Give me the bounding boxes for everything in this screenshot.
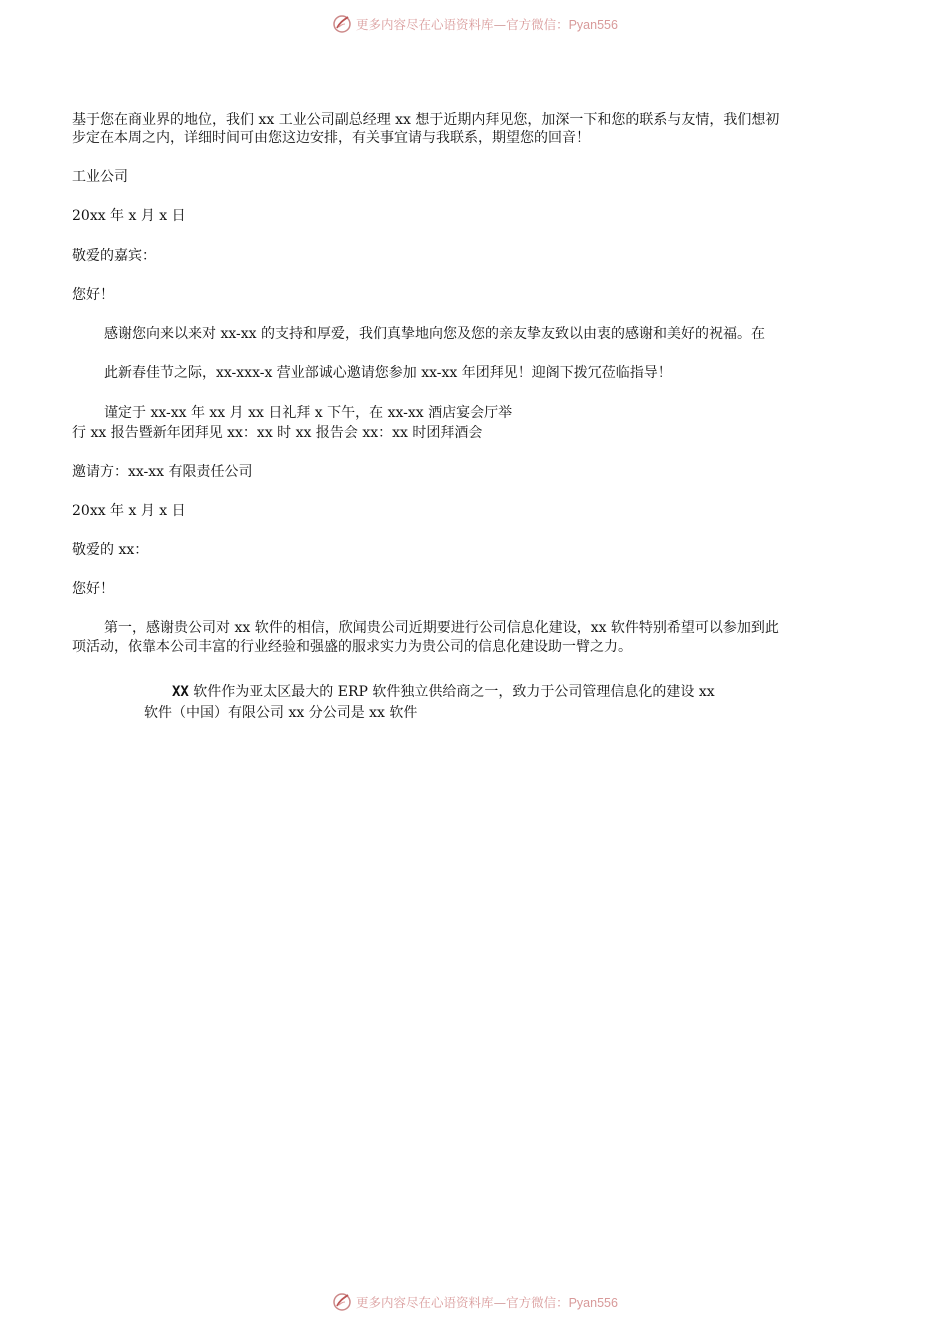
salutation-2: 敬爱的 xx：: [72, 542, 149, 558]
watermark-library-text: 更多内容尽在心语资料库: [356, 1295, 494, 1310]
quill-swirl-logo-icon: [332, 1292, 352, 1312]
footer-watermark: [0, 1290, 950, 1314]
paragraph-5-line-1: 第一，感谢贵公司对 xx 软件的相信，欣闻贵公司近期要进行公司信息化建设，xx 软件特别希望可以参加到此: [104, 620, 779, 636]
paragraph-2: 感谢您向来以来对 xx-xx 的支持和厚爱，我们真挚地向您及您的亲友挚友致以由衷的感谢和美好的祝福。在: [104, 326, 765, 342]
paragraph-6-line-1-text: 软件作为亚太区最大的 ERP 软件独立供给商之一，致力于公司管理信息化的建设 xx: [188, 684, 715, 700]
watermark-library-text: 更多内容尽在心语资料库: [356, 17, 494, 32]
inviter-line: 邀请方：xx-xx 有限责任公司: [72, 464, 253, 480]
watermark-wechat-id: Pyan556: [568, 1296, 618, 1310]
watermark-text: [356, 15, 618, 33]
greeting-2: 您好！: [72, 581, 114, 597]
paragraph-6-line-1: [172, 682, 715, 702]
salutation-1: 敬爱的嘉宾：: [72, 248, 156, 264]
greeting-1: 您好！: [72, 287, 114, 303]
paragraph-6-line-2: 软件（中国）有限公司 xx 分公司是 xx 软件: [144, 705, 418, 721]
watermark-wechat-id: Pyan556: [568, 18, 618, 32]
watermark-separator: —: [493, 17, 507, 32]
paragraph-3: 此新春佳节之际，xx-xxx-x 营业部诚心邀请您参加 xx-xx 年团拜见！迎阁下拨冗莅临指导！: [104, 365, 672, 381]
paragraph-6-bold-xx: XX: [172, 684, 189, 700]
watermark-text: [356, 1293, 618, 1311]
paragraph-1-line-1: 基于您在商业界的地位，我们 xx 工业公司副总经理 xx 想于近期内拜见您，加深一下和您的联系与友情，我们想初: [72, 112, 780, 128]
paragraph-4-line-2: 行 xx 报告暨新年团拜见 xx：xx 时 xx 报告会 xx：xx 时团拜酒会: [72, 425, 483, 441]
watermark-wechat-label: 官方微信：: [506, 17, 569, 32]
signature-company-1: 工业公司: [72, 169, 128, 185]
paragraph-4-line-1: 谨定于 xx-xx 年 xx 月 xx 日礼拜 x 下午，在 xx-xx 酒店宴会厅举: [104, 405, 513, 421]
date-2: 20xx 年 x 月 x 日: [72, 503, 186, 519]
date-1: 20xx 年 x 月 x 日: [72, 208, 186, 224]
quill-swirl-logo-icon: [332, 14, 352, 34]
paragraph-1-line-2: 步定在本周之内，详细时间可由您这边安排，有关事宜请与我联系，期望您的回音！: [72, 130, 590, 146]
header-watermark: [0, 12, 950, 36]
watermark-separator: —: [493, 1295, 507, 1310]
paragraph-5-line-2: 项活动，依靠本公司丰富的行业经验和强盛的服求实力为贵公司的信息化建设助一臂之力。: [72, 639, 632, 655]
watermark-wechat-label: 官方微信：: [506, 1295, 569, 1310]
